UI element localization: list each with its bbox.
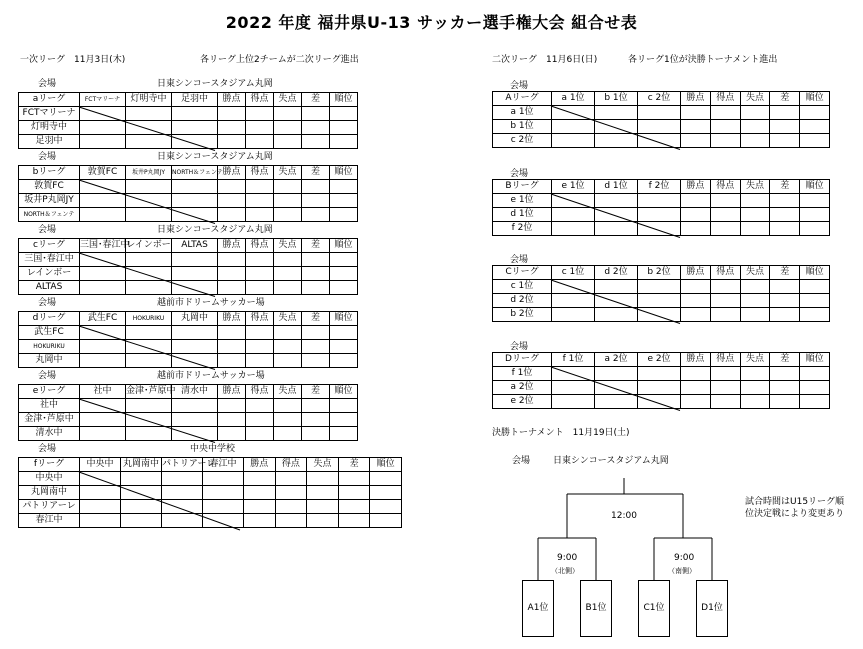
final-note: 試合時間はU15リーグ順位決定戦により変更あり <box>745 497 845 519</box>
col-stat: 得点 <box>710 266 740 280</box>
col-stat: 得点 <box>710 180 740 194</box>
col-stat: 順位 <box>330 385 358 399</box>
row-team: 丸岡南中 <box>19 486 80 500</box>
col-stat: 順位 <box>800 266 830 280</box>
col-team: f 1位 <box>552 353 595 367</box>
col-stat: 順位 <box>800 353 830 367</box>
col-team: b 2位 <box>638 266 681 280</box>
row-team: 中央中 <box>19 472 80 486</box>
col-stat: 失点 <box>274 312 302 326</box>
col-stat: 順位 <box>330 312 358 326</box>
row-team: 丸岡中 <box>19 354 80 368</box>
col-team: c 2位 <box>638 92 681 106</box>
league-name: Cリーグ <box>493 266 552 280</box>
col-stat: 失点 <box>274 166 302 180</box>
row-team: d 1位 <box>493 208 552 222</box>
col-stat: 得点 <box>246 312 274 326</box>
second-round-header: 二次リーグ 11月6日(日) <box>492 55 598 65</box>
league-name: cリーグ <box>19 239 80 253</box>
venue-label: 会場 <box>38 79 57 89</box>
row-team: a 2位 <box>493 381 552 395</box>
col-team: パトリアーレ <box>162 458 203 472</box>
col-team: 武生FC <box>80 312 126 326</box>
semi-left-side: （北側） <box>551 567 579 575</box>
col-stat: 勝点 <box>218 312 246 326</box>
row-team: c 1位 <box>493 280 552 294</box>
col-team: d 1位 <box>595 180 638 194</box>
col-stat: 失点 <box>274 385 302 399</box>
league-name: Aリーグ <box>493 92 552 106</box>
row-team: 社中 <box>19 399 80 413</box>
col-stat: 勝点 <box>681 92 711 106</box>
col-stat: 順位 <box>800 180 830 194</box>
row-team: e 2位 <box>493 395 552 409</box>
entrant-c1: C1位 <box>638 580 670 637</box>
row-team: f 1位 <box>493 367 552 381</box>
col-stat: 失点 <box>274 93 302 107</box>
col-stat: 差 <box>302 239 330 253</box>
venue-name: 越前市ドリームサッカー場 <box>157 298 265 308</box>
row-team: e 1位 <box>493 194 552 208</box>
row-team: HOKURIKU <box>19 340 80 354</box>
col-stat: 差 <box>770 266 800 280</box>
col-stat: 差 <box>338 458 370 472</box>
venue-label: 会場 <box>38 152 57 162</box>
col-stat: 勝点 <box>218 385 246 399</box>
row-team: 三国･春江中 <box>19 253 80 267</box>
col-stat: 得点 <box>246 93 274 107</box>
venue-label: 会場 <box>38 225 57 235</box>
league-name: dリーグ <box>19 312 80 326</box>
col-team: 社中 <box>80 385 126 399</box>
col-stat: 失点 <box>740 92 770 106</box>
col-stat: 失点 <box>740 180 770 194</box>
col-team: 金津･芦原中 <box>126 385 172 399</box>
first-round-note: 各リーグ上位2チームが二次リーグ進出 <box>200 55 359 65</box>
venue-label: 会場 <box>510 342 529 352</box>
col-team: e 1位 <box>552 180 595 194</box>
col-stat: 差 <box>302 385 330 399</box>
page-title: 2022 年度 福井県U-13 サッカー選手権大会 組合せ表 <box>225 13 638 32</box>
row-team: a 1位 <box>493 106 552 120</box>
col-stat: 順位 <box>370 458 402 472</box>
league-name: Dリーグ <box>493 353 552 367</box>
semi-left-time: 9:00 <box>557 553 578 563</box>
col-stat: 得点 <box>246 239 274 253</box>
row-team: NORTH＆フェンテ <box>19 208 80 222</box>
venue-name: 日東シンコースタジアム丸岡 <box>157 225 273 235</box>
col-stat: 得点 <box>246 166 274 180</box>
col-team: a 2位 <box>595 353 638 367</box>
col-team: 丸岡中 <box>172 312 218 326</box>
row-team: 足羽中 <box>19 135 80 149</box>
col-team: c 1位 <box>552 266 595 280</box>
final-venue-label: 会場 <box>512 456 531 466</box>
venue-name: 中央中学校 <box>190 444 236 454</box>
col-stat: 順位 <box>800 92 830 106</box>
col-team: d 2位 <box>595 266 638 280</box>
semi-right-time: 9:00 <box>674 553 695 563</box>
second-round-note: 各リーグ1位が決勝トーナメント進出 <box>628 55 778 65</box>
col-stat: 得点 <box>246 385 274 399</box>
col-team: 灯明寺中 <box>126 93 172 107</box>
col-stat: 失点 <box>740 266 770 280</box>
col-team: 坂井P丸岡JY <box>126 166 172 180</box>
col-stat: 差 <box>302 312 330 326</box>
col-stat: 勝点 <box>681 180 711 194</box>
col-stat: 差 <box>770 180 800 194</box>
col-stat: 順位 <box>330 93 358 107</box>
col-stat: 失点 <box>307 458 339 472</box>
col-stat: 勝点 <box>681 353 711 367</box>
row-team: b 1位 <box>493 120 552 134</box>
col-team: 丸岡南中 <box>121 458 162 472</box>
col-stat: 勝点 <box>681 266 711 280</box>
venue-name: 日東シンコースタジアム丸岡 <box>157 152 273 162</box>
col-stat: 得点 <box>710 92 740 106</box>
league-name: Bリーグ <box>493 180 552 194</box>
col-stat: 得点 <box>710 353 740 367</box>
col-stat: 失点 <box>274 239 302 253</box>
venue-name: 日東シンコースタジアム丸岡 <box>157 79 273 89</box>
col-team: 清水中 <box>172 385 218 399</box>
venue-label: 会場 <box>38 444 57 454</box>
col-team: b 1位 <box>595 92 638 106</box>
col-team: 中央中 <box>80 458 121 472</box>
col-stat: 勝点 <box>218 93 246 107</box>
semi-right-side: （南側） <box>668 567 696 575</box>
row-team: 金津･芦原中 <box>19 413 80 427</box>
league-name: bリーグ <box>19 166 80 180</box>
row-team: 春江中 <box>19 514 80 528</box>
row-team: c 2位 <box>493 134 552 148</box>
venue-name: 越前市ドリームサッカー場 <box>157 371 265 381</box>
col-team: NORTH＆フェンテ <box>172 166 218 180</box>
league-name: aリーグ <box>19 93 80 107</box>
col-team: ALTAS <box>172 239 218 253</box>
league-name: eリーグ <box>19 385 80 399</box>
entrant-b1: B1位 <box>580 580 612 637</box>
entrant-a1: A1位 <box>522 580 554 637</box>
venue-label: 会場 <box>510 169 529 179</box>
col-team: レインボー <box>126 239 172 253</box>
col-team: 春江中 <box>203 458 244 472</box>
row-team: 敦賀FC <box>19 180 80 194</box>
row-team: ALTAS <box>19 281 80 295</box>
col-team: a 1位 <box>552 92 595 106</box>
row-team: 灯明寺中 <box>19 121 80 135</box>
col-team: FCTマリーナ <box>80 93 126 107</box>
col-stat: 差 <box>770 353 800 367</box>
col-team: e 2位 <box>638 353 681 367</box>
final-time: 12:00 <box>611 511 637 521</box>
row-team: 清水中 <box>19 427 80 441</box>
row-team: b 2位 <box>493 308 552 322</box>
venue-label: 会場 <box>510 255 529 265</box>
col-team: 足羽中 <box>172 93 218 107</box>
row-team: d 2位 <box>493 294 552 308</box>
row-team: レインボー <box>19 267 80 281</box>
col-stat: 失点 <box>740 353 770 367</box>
col-stat: 順位 <box>330 239 358 253</box>
league-name: fリーグ <box>19 458 80 472</box>
col-stat: 順位 <box>330 166 358 180</box>
col-team: HOKURIKU <box>126 312 172 326</box>
row-team: 武生FC <box>19 326 80 340</box>
col-team: 三国･春江中 <box>80 239 126 253</box>
col-stat: 差 <box>770 92 800 106</box>
col-stat: 得点 <box>275 458 307 472</box>
col-stat: 差 <box>302 166 330 180</box>
col-stat: 勝点 <box>218 239 246 253</box>
final-venue: 日東シンコースタジアム丸岡 <box>553 456 669 466</box>
col-stat: 差 <box>302 93 330 107</box>
entrant-d1: D1位 <box>696 580 728 637</box>
row-team: f 2位 <box>493 222 552 236</box>
final-header: 決勝トーナメント 11月19日(土) <box>492 428 630 438</box>
col-stat: 勝点 <box>244 458 276 472</box>
first-round-header: 一次リーグ 11月3日(木) <box>20 55 126 65</box>
row-team: パトリアーレ <box>19 500 80 514</box>
row-team: FCTマリーナ <box>19 107 80 121</box>
col-team: 敦賀FC <box>80 166 126 180</box>
venue-label: 会場 <box>38 298 57 308</box>
venue-label: 会場 <box>510 81 529 91</box>
col-team: f 2位 <box>638 180 681 194</box>
venue-label: 会場 <box>38 371 57 381</box>
row-team: 坂井P丸岡JY <box>19 194 80 208</box>
col-stat: 勝点 <box>218 166 246 180</box>
